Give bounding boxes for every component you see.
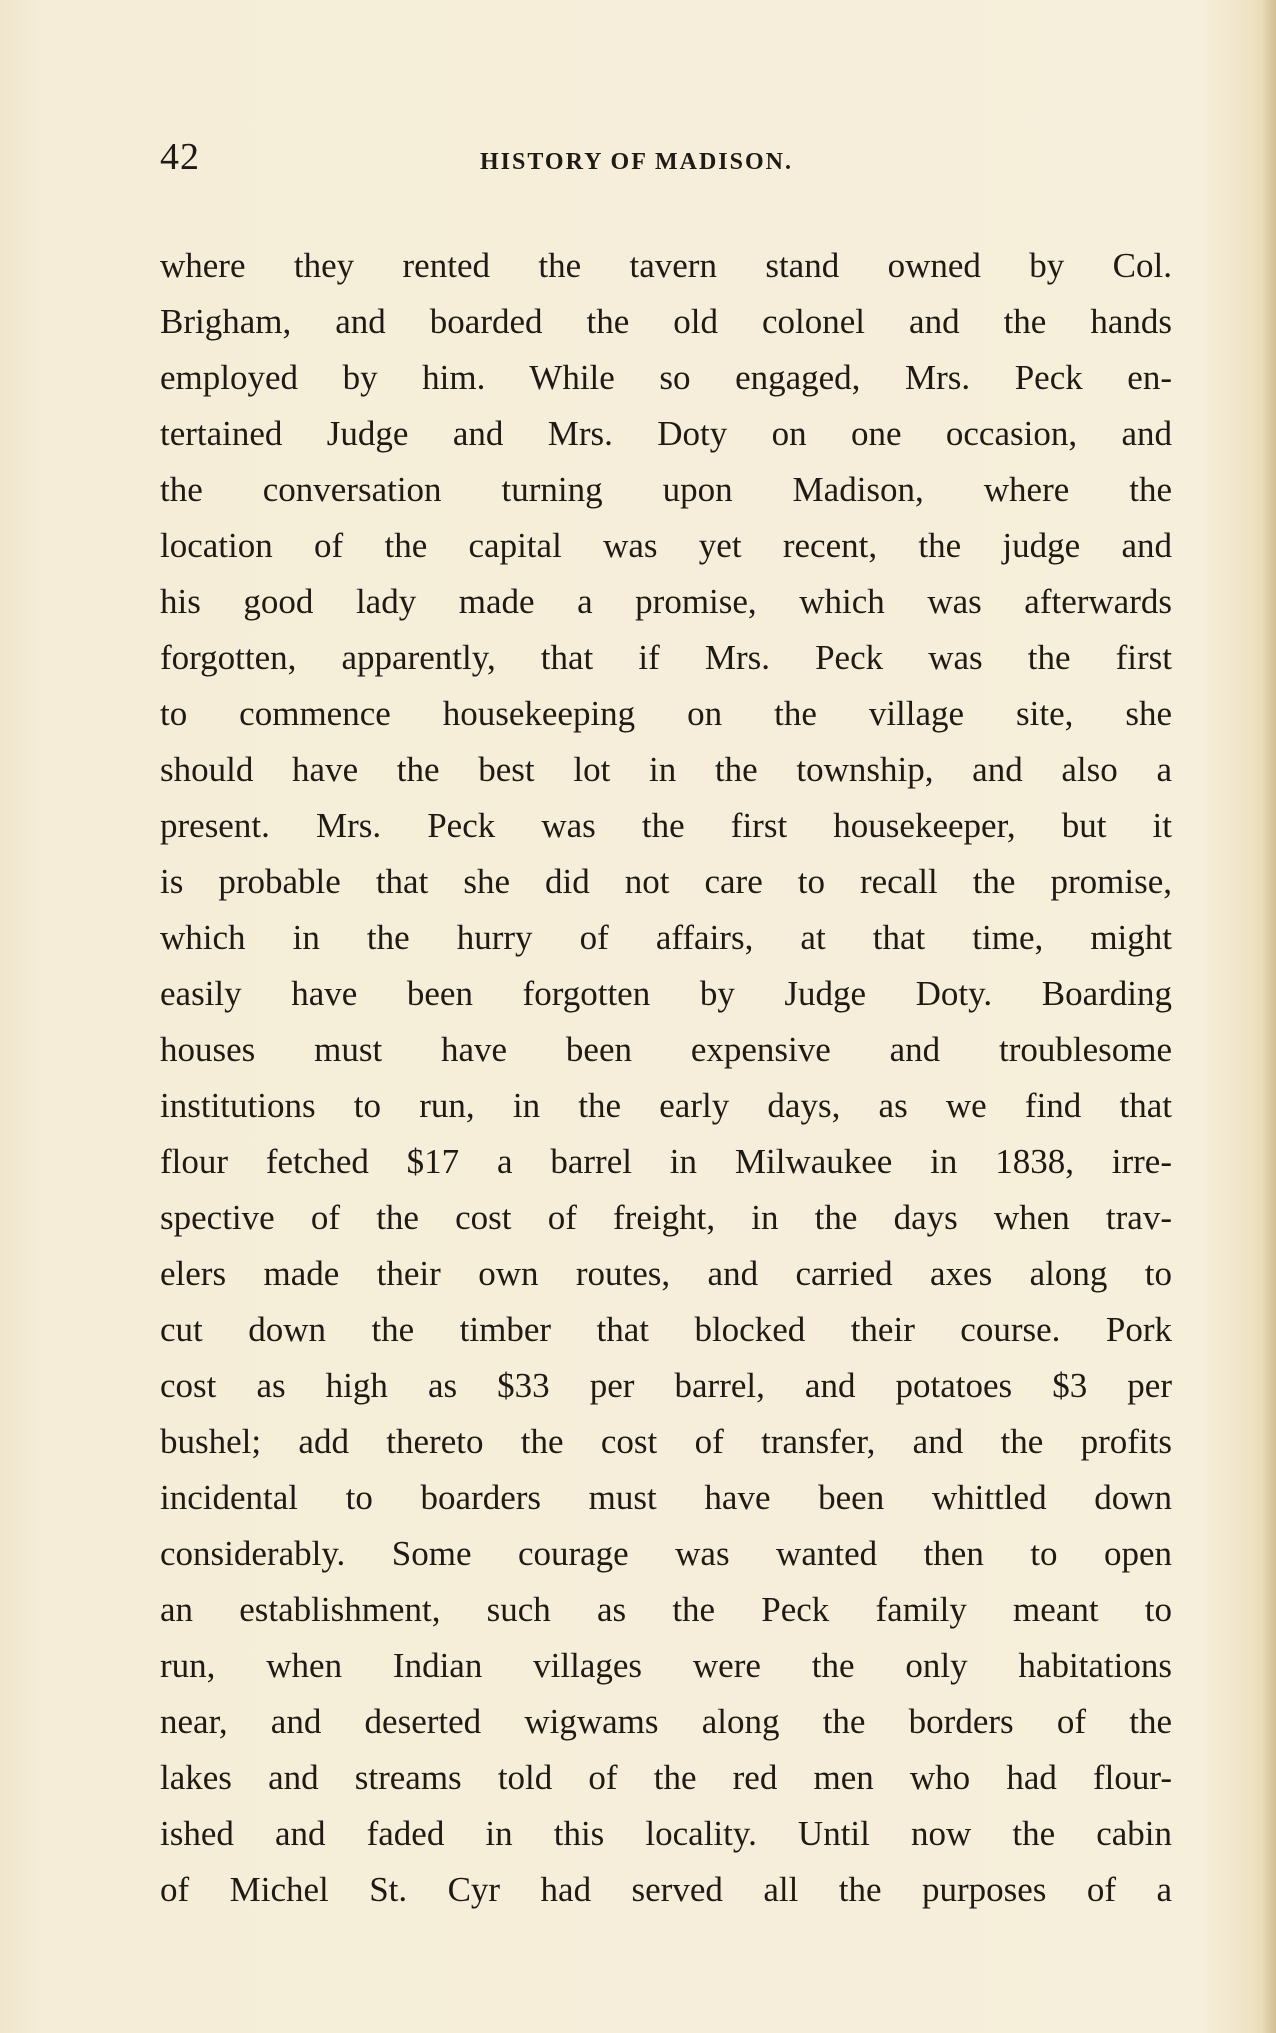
text-line: bushel; add thereto the cost of transfer, and the profits	[160, 1422, 1172, 1461]
text-line: ished and faded in this locality. Until now the cabin	[160, 1814, 1172, 1853]
text-line: considerably. Some courage was wanted then to open	[160, 1534, 1172, 1573]
text-line: present. Mrs. Peck was the first housekeeper, but it	[160, 806, 1172, 845]
text-line: should have the best lot in the township, and also a	[160, 750, 1172, 789]
running-title: HISTORY OF MADISON.	[480, 149, 793, 175]
text-line: institutions to run, in the early days, as we find that	[160, 1086, 1172, 1125]
text-line: his good lady made a promise, which was afterwards	[160, 582, 1172, 621]
text-line: an establishment, such as the Peck family meant to	[160, 1590, 1172, 1629]
text-line: forgotten, apparently, that if Mrs. Peck was the first	[160, 638, 1172, 677]
text-line: houses must have been expensive and troublesome	[160, 1030, 1172, 1069]
page-number: 42	[160, 136, 200, 178]
text-line: employed by him. While so engaged, Mrs. Peck en-	[160, 358, 1172, 397]
text-line: lakes and streams told of the red men who had flour-	[160, 1758, 1172, 1797]
text-line: easily have been forgotten by Judge Doty. Boarding	[160, 974, 1172, 1013]
text-line: location of the capital was yet recent, the judge and	[160, 526, 1172, 565]
text-line: incidental to boarders must have been whittled down	[160, 1478, 1172, 1517]
text-line: flour fetched $17 a barrel in Milwaukee in 1838, irre-	[160, 1142, 1172, 1181]
text-line: spective of the cost of freight, in the days when trav-	[160, 1198, 1172, 1237]
body-text	[160, 238, 1172, 1918]
text-line: near, and deserted wigwams along the borders of the	[160, 1702, 1172, 1741]
text-line: run, when Indian villages were the only habitations	[160, 1646, 1172, 1685]
text-line: to commence housekeeping on the village site, she	[160, 694, 1172, 733]
text-line: Brigham, and boarded the old colonel and the hands	[160, 302, 1172, 341]
text-line: elers made their own routes, and carried axes along to	[160, 1254, 1172, 1293]
text-line: cost as high as $33 per barrel, and potatoes $3 per	[160, 1366, 1172, 1405]
text-line: is probable that she did not care to recall the promise,	[160, 862, 1172, 901]
text-line: where they rented the tavern stand owned by Col.	[160, 246, 1172, 285]
text-line: cut down the timber that blocked their course. Pork	[160, 1310, 1172, 1349]
running-head	[160, 135, 1170, 195]
text-line: the conversation turning upon Madison, where the	[160, 470, 1172, 509]
text-line: which in the hurry of affairs, at that time, might	[160, 918, 1172, 957]
text-line: tertained Judge and Mrs. Doty on one occasion, and	[160, 414, 1172, 453]
text-line: of Michel St. Cyr had served all the purposes of a	[160, 1870, 1172, 1909]
page-edge-shadow	[1262, 0, 1276, 2033]
